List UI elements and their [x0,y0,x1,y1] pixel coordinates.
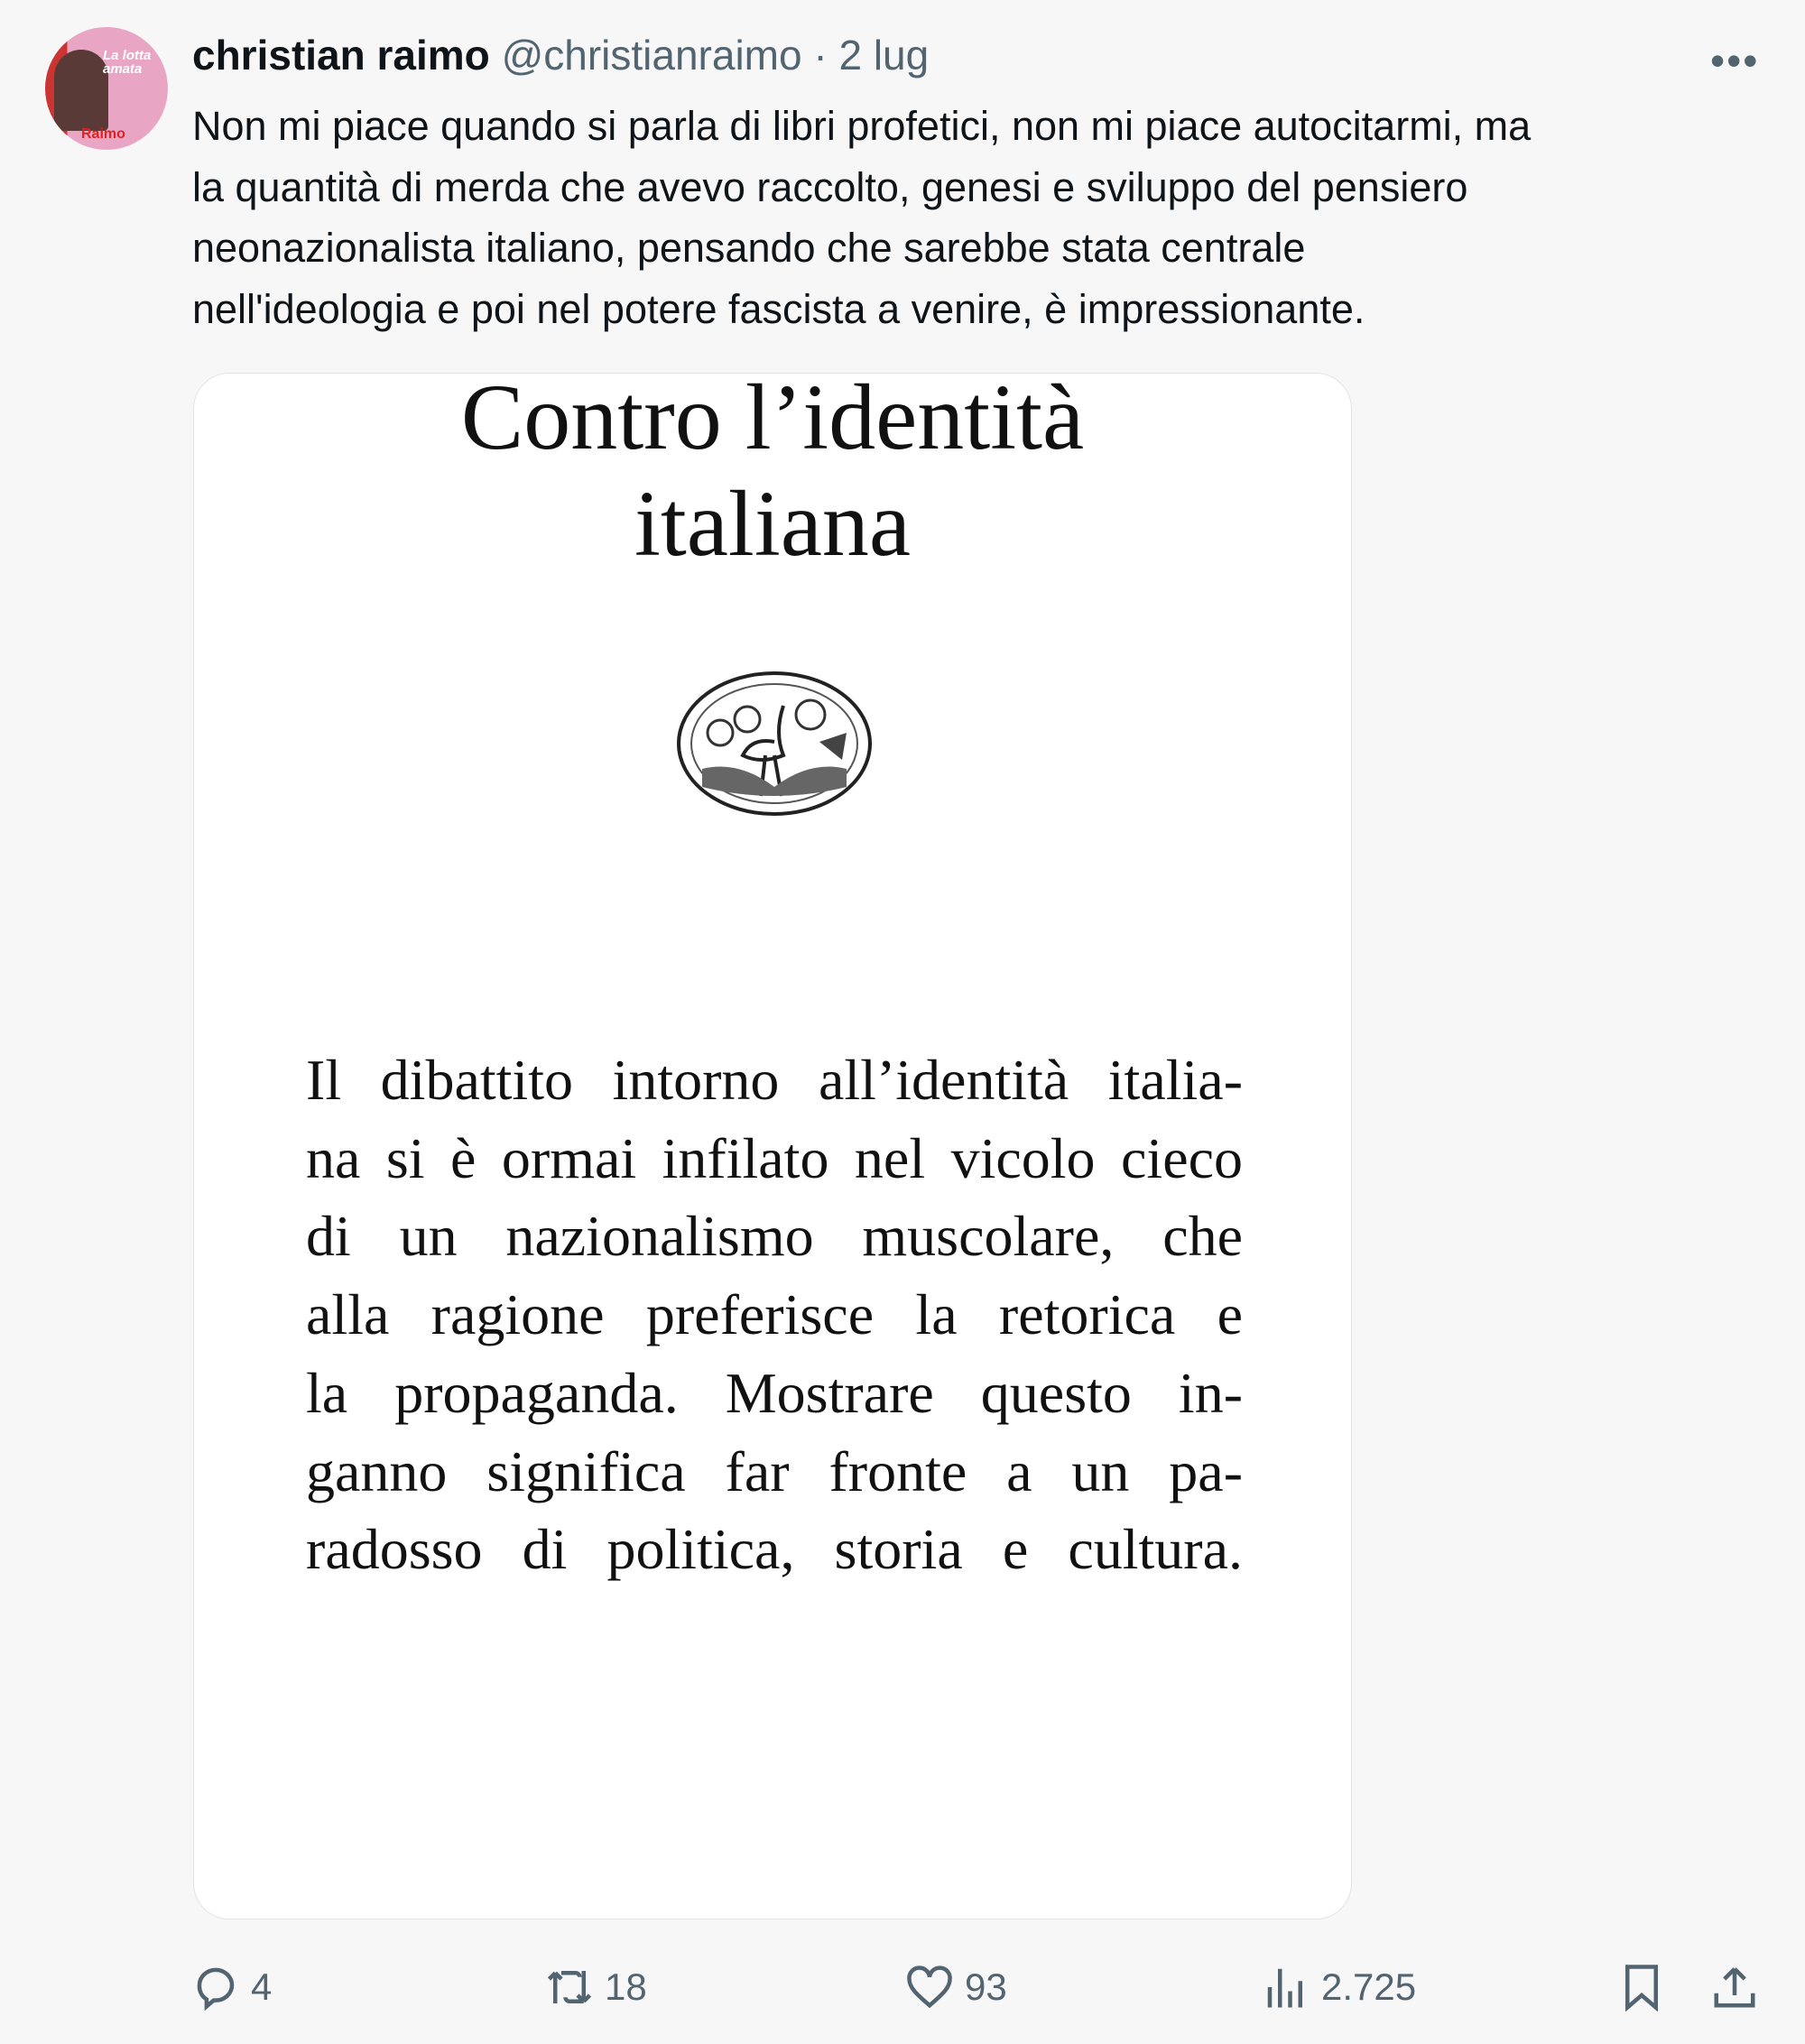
heart-icon [905,1963,954,2012]
publisher-logo-icon [675,670,874,819]
tweet-text [192,96,1781,339]
like-button[interactable] [905,1960,1007,2014]
author-name[interactable]: christian raimo [192,32,490,79]
tweet-text-line: Non mi piace quando si parla di libri profetici, non mi piace autocitarmi, ma [192,103,1532,149]
blurb-line: alla ragione preferisce la retorica e [306,1282,1243,1347]
reply-button[interactable] [191,1960,272,2014]
reply-count: 4 [251,1965,273,2008]
views-button[interactable] [1262,1960,1416,2014]
reply-icon [191,1963,240,2012]
bookmark-button[interactable] [1617,1960,1666,2014]
share-button[interactable] [1710,1960,1759,2014]
tweet-text-line: neonazionalista italiano, pensando che sarebbe stata centrale [192,225,1306,271]
tweet-media-image[interactable] [193,373,1352,1919]
retweet-button[interactable] [545,1960,647,2014]
retweet-count: 18 [605,1965,647,2008]
retweet-icon [545,1963,594,2012]
avatar[interactable] [45,27,168,150]
tweet-actions [0,1960,1805,2014]
blurb-line: ganno significa far fronte a un pa- [306,1438,1243,1503]
tweet-header [192,31,929,79]
share-icon [1710,1963,1759,2012]
blurb-line: na si è ormai infilato nel vicolo cieco [306,1125,1243,1190]
view-count: 2.725 [1321,1965,1417,2008]
like-count: 93 [965,1965,1007,2008]
more-horizontal-icon[interactable]: ••• [1710,37,1760,84]
views-chart-icon [1262,1963,1310,2012]
avatar-person [54,50,108,131]
tweet-text-line: la quantità di merda che avevo raccolto, genesi e sviluppo del pensiero [192,163,1468,210]
separator: · [813,32,828,79]
author-handle[interactable]: @christianraimo [501,32,802,79]
avatar-text: La lotta amata [103,48,152,77]
book-title-line: italiana [634,472,912,576]
tweet-text-line: nell'ideologia e poi nel potere fascista a venire, è impressionante. [192,285,1365,332]
book-title [194,373,1351,578]
blurb-line: radosso di politica, storia e cultura. [306,1517,1243,1582]
avatar-name: Raimo [81,126,125,142]
tweet-date[interactable]: 2 lug [838,32,930,79]
book-title-line: Contro l’identità [460,373,1085,469]
bookmark-icon [1617,1963,1666,2012]
blurb-line: la propaganda. Mostrare questo in- [306,1360,1243,1425]
blurb-line: Il dibattito intorno all’identità italia- [306,1048,1243,1112]
blurb-line: di un nazionalismo muscolare, che [306,1204,1243,1269]
book-blurb [306,1041,1243,1589]
